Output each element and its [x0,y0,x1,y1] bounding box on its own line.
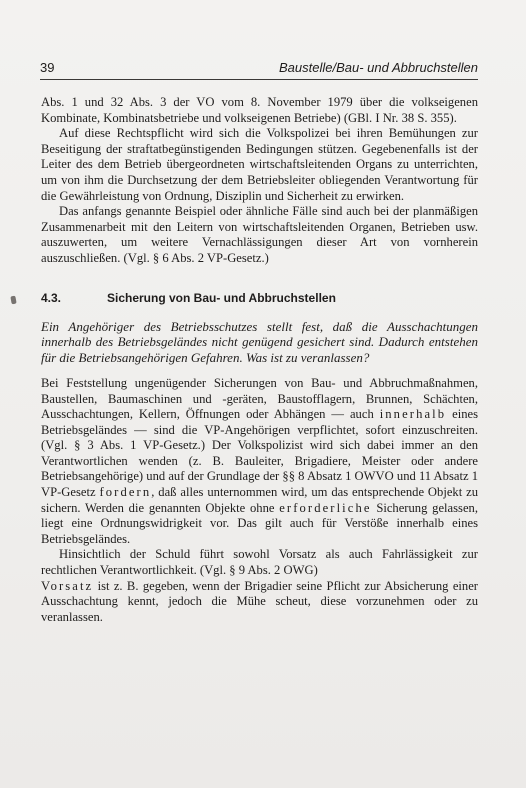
answer-text: Sicherung gelassen, liegt eine Ordnungswidrigkeit vor. Das gilt auch für Verstöße innerhalb eines Betriebsgeländes. [41,500,478,546]
paragraph-3: Das anfangs genannte Beispiel oder ähnliche Fälle sind auch bei der planmäßigen Zusammenarbeit mit den Leitern von wirtschaftsleitenden Organen, Betrieben usw. auszuwerten, um weitere Vernachlässigungen dieser Art von vornherein auszuschließen. (Vgl. § 6 Abs. 2 VP-Gesetz.) [41,204,478,265]
answer-paragraph-1 [41,376,478,548]
answer-text: , daß alles unternommen wird, um das entsprechende Objekt zu sichern. Werden die genannten Objekte ohne [41,485,478,515]
section-heading [41,291,478,306]
body-text [41,95,478,625]
emphasis-text: innerhalb [379,407,447,422]
emphasis-text: Vorsatz [41,578,94,593]
emphasis-text: fordern [99,485,152,500]
page-header [40,59,478,80]
emphasis-text: erforderliche [279,500,372,515]
answer-text: eines Betriebsgeländes — sind die VP-Angehörigen verpflichtet, sofort einzuschreiten. (Vgl. § 3 Abs. 1 VP-Gesetz.) Der Volkspolizist wird sich dabei immer an den Verantwortlichen wenden (z. B. Bauleiter, Brigadiere, Meister oder andere Betriebsangehörige) und auf der Grundlage der §§ 8 Absatz 1 OWVO und 11 Absatz 1 VP-Gesetz [41,407,478,500]
answer-paragraph-2: Hinsichtlich der Schuld führt sowohl Vorsatz als auch Fahrlässigkeit zur rechtlichen Verantwortlichkeit. (Vgl. § 9 Abs. 2 OWG) [41,547,478,578]
running-head: Baustelle/Bau- und Abbruchstellen [279,60,478,75]
answer-paragraph-3 [41,579,478,626]
case-question: Ein Angehöriger des Betriebsschutzes stellt fest, daß die Ausschachtungen innerhalb des Betriebsgeländes nicht genügend gesichert sind. Dadurch entstehen für die Betriebsangehörigen Gefahren. Was ist zu veranlassen? [41,318,478,366]
answer-text: ist z. B. gegeben, wenn der Brigadier seine Pflicht zur Absicherung einer Ausschachtung kennt, jedoch die Mühe scheut, diese vorzunehmen oder zu veranlassen. [41,578,478,624]
page-number: 39 [40,60,55,75]
paragraph-2: Auf diese Rechtspflicht wird sich die Volkspolizei bei ihren Bemühungen zur Beseitigung der straftatbegünstigenden Bedingungen stützen. Gegebenenfalls ist der Leiter des dem Betrieb übergeordneten wirtschaftsleitenden Organs zu unterrichten, um von ihm die Durchsetzung der dem Betriebsleiter obliegenden Verantwortung für die Gewährleistung von Ordnung, Disziplin und Sicherheit zu erwirken. [41,126,478,203]
section-number: 4.3. [41,290,62,305]
margin-ink-mark [10,296,16,305]
paragraph-1: Abs. 1 und 32 Abs. 3 der VO vom 8. November 1979 über die volkseigenen Kombinate, Kombinatsbetriebe und volkseigenen Betriebe) (GBl. I Nr. 38 S. 355). [41,95,478,125]
section-title: Sicherung von Bau- und Abbruchstellen [107,290,336,305]
answer-text: Bei Feststellung ungenügender Sicherungen von Bau- und Abbruchmaßnahmen, Baustellen, Baumaschinen und -geräten, Baustofflagern, Brunnen, Schächten, Ausschachtungen, Kellern, Öffnungen oder Abhängen — auch [41,375,478,422]
